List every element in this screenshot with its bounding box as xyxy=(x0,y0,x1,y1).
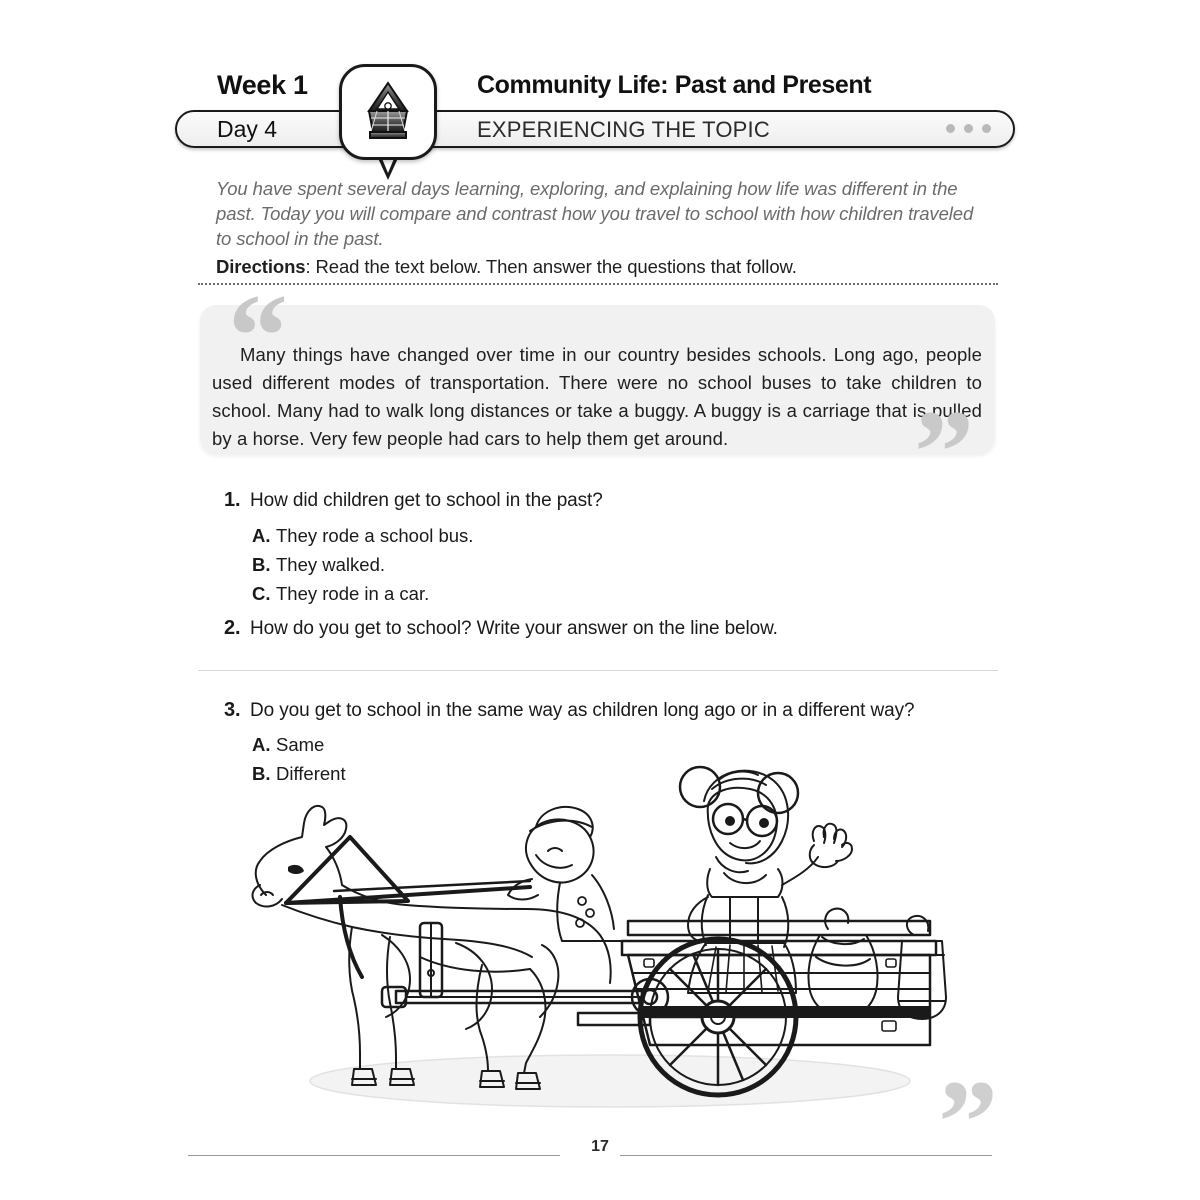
passage-text: Many things have changed over time in our country besides schools. Long ago, people used different modes of transportation. There were no school buses to take children to school. Many had to walk long distances or take a buggy. A buggy is a carriage that is pulled by a horse. Very few people had cars to help them get around. xyxy=(212,344,982,449)
header-dot xyxy=(982,124,991,133)
dotted-divider xyxy=(198,283,998,285)
day-label: Day 4 xyxy=(217,116,278,142)
footer-rule-left xyxy=(188,1155,560,1156)
choice-letter: C. xyxy=(252,583,271,604)
footer-rule-right xyxy=(620,1155,992,1156)
question-number: 1. xyxy=(224,489,241,511)
question-number: 2. xyxy=(224,617,241,639)
header-dots xyxy=(946,124,991,133)
speech-bubble xyxy=(339,64,437,160)
page-number: 17 xyxy=(591,1138,609,1155)
question-1 xyxy=(224,489,603,512)
intro-paragraph: You have spent several days learning, exploring, and explaining how life was different in the past. Today you will compare and contrast how you travel to school with how children traveled to school in the past. xyxy=(216,178,974,249)
choice-text: Different xyxy=(276,763,346,784)
directions-line xyxy=(216,256,797,278)
page-title: Community Life: Past and Present xyxy=(477,71,872,99)
question-1-choice-c[interactable] xyxy=(252,583,429,605)
choice-text: They walked. xyxy=(276,554,385,575)
directions-label: Directions xyxy=(216,256,306,277)
horse-and-buggy-illustration xyxy=(230,745,970,1125)
choice-text: Same xyxy=(276,734,325,755)
question-1-choice-a[interactable] xyxy=(252,525,473,547)
decorative-close-quote: ” xyxy=(938,1055,998,1188)
choice-letter: B. xyxy=(252,554,271,575)
choice-text: They rode in a car. xyxy=(276,583,430,604)
directions-text: : Read the text below. Then answer the questions that follow. xyxy=(305,256,797,277)
header-dot xyxy=(946,124,955,133)
answer-write-line[interactable] xyxy=(198,670,998,671)
question-1-choice-b[interactable] xyxy=(252,554,385,576)
section-label: EXPERIENCING THE TOPIC xyxy=(477,117,770,142)
question-number: 3. xyxy=(224,699,241,721)
week-label: Week 1 xyxy=(217,70,308,100)
pen-nib-icon xyxy=(342,67,434,157)
question-prompt: How do you get to school? Write your answer on the line below. xyxy=(250,618,778,639)
page-header xyxy=(175,68,1015,158)
choice-text: They rode a school bus. xyxy=(276,525,474,546)
choice-letter: B. xyxy=(252,763,271,784)
choice-letter: A. xyxy=(252,525,271,546)
question-prompt: Do you get to school in the same way as children long ago or in a different way? xyxy=(250,700,915,721)
question-2 xyxy=(224,617,778,640)
open-quote-mark: “ xyxy=(228,269,288,402)
header-dot xyxy=(964,124,973,133)
question-3 xyxy=(224,699,914,722)
close-quote-mark: ” xyxy=(914,385,974,518)
choice-letter: A. xyxy=(252,734,271,755)
question-prompt: How did children get to school in the past? xyxy=(250,490,603,511)
